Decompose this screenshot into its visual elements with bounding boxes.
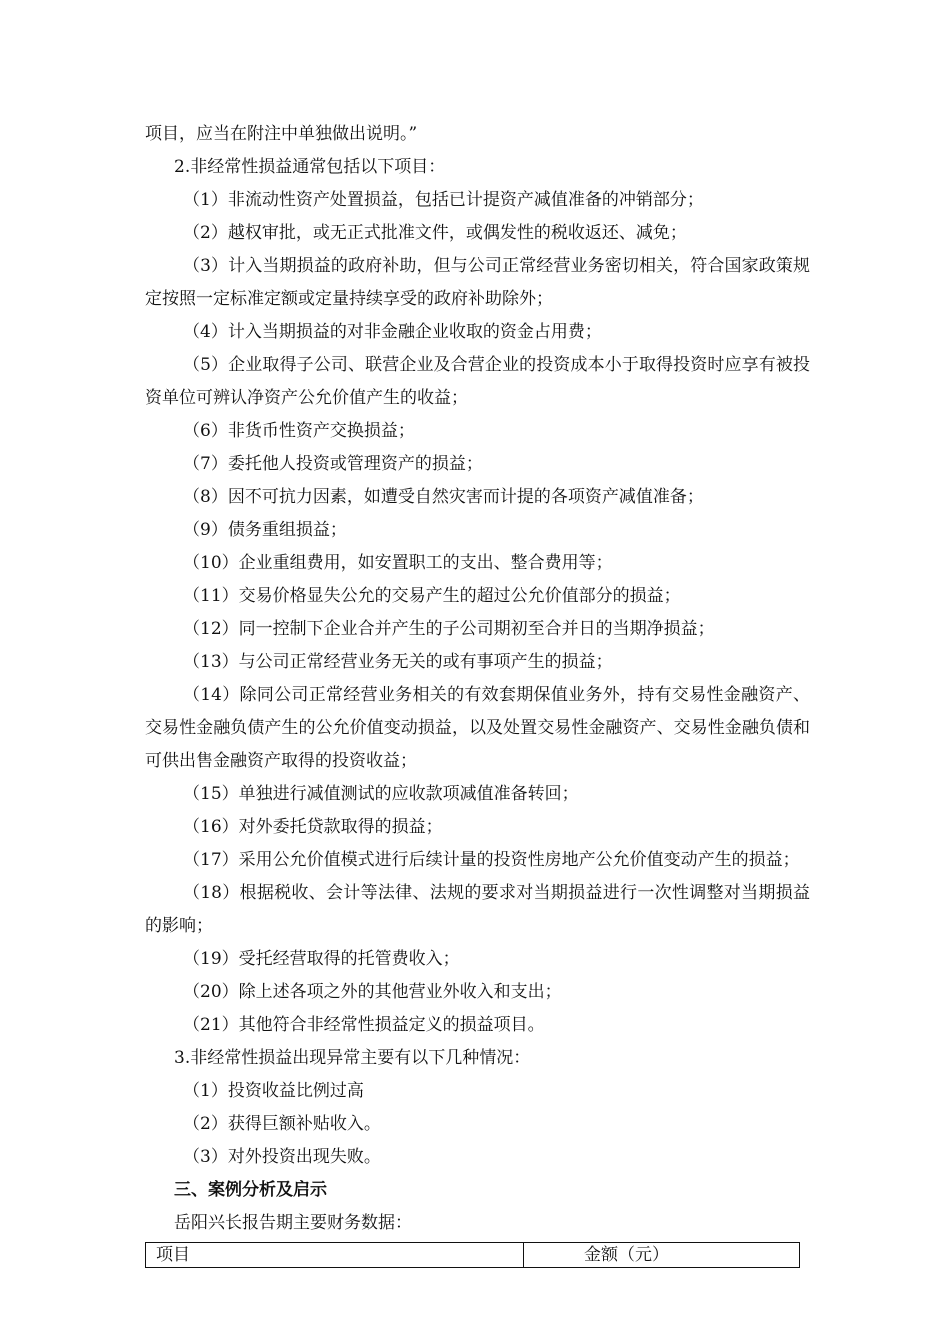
list-item-20: （20）除上述各项之外的其他营业外收入和支出； (183, 982, 562, 1002)
table-intro: 岳阳兴长报告期主要财务数据： (174, 1213, 412, 1233)
list-item-16: （16）对外委托贷款取得的损益； (183, 817, 443, 837)
list-item-10: （10）企业重组费用，如安置职工的支出、整合费用等； (183, 553, 613, 573)
list-item-19: （19）受托经营取得的托管费收入； (183, 949, 460, 969)
list-item-3: （3）计入当期损益的政府补助，但与公司正常经营业务密切相关，符合国家政策规定按照一定标准定额或定量持续享受的政府补助除外； (145, 256, 810, 309)
paragraph-continuation: 项目，应当在附注中单独做出说明。” (145, 124, 418, 144)
list-item-1: （1）非流动性资产处置损益，包括已计提资产减值准备的冲销部分； (183, 190, 704, 210)
list-item-17: （17）采用公允价值模式进行后续计量的投资性房地产公允价值变动产生的损益； (183, 850, 800, 870)
financial-data-table (145, 1242, 800, 1268)
section-3-title: 3.非经常性损益出现异常主要有以下几种情况： (174, 1048, 531, 1068)
abnormal-item-2: （2）获得巨额补贴收入。 (183, 1114, 381, 1134)
table-header-item: 项目 (146, 1243, 524, 1268)
list-item-4: （4）计入当期损益的对非金融企业收取的资金占用费； (183, 322, 602, 342)
list-item-2: （2）越权审批，或无正式批准文件，或偶发性的税收返还、减免； (183, 223, 687, 243)
list-item-5: （5）企业取得子公司、联营企业及合营企业的投资成本小于取得投资时应享有被投资单位可辨认净资产公允价值产生的收益； (145, 355, 810, 408)
list-item-21: （21）其他符合非经常性损益定义的损益项目。 (183, 1015, 545, 1035)
list-item-9: （9）债务重组损益； (183, 520, 347, 540)
abnormal-item-1: （1）投资收益比例过高 (183, 1081, 364, 1101)
list-item-14: （14）除同公司正常经营业务相关的有效套期保值业务外，持有交易性金融资产、交易性金融负债产生的公允价值变动损益，以及处置交易性金融资产、交易性金融负债和可供出售金融资产取得的投资收益； (145, 685, 810, 771)
list-item-18: （18）根据税收、会计等法律、法规的要求对当期损益进行一次性调整对当期损益的影响； (145, 883, 810, 936)
list-item-12: （12）同一控制下企业合并产生的子公司期初至合并日的当期净损益； (183, 619, 715, 639)
section-2-title: 2.非经常性损益通常包括以下项目： (174, 157, 446, 177)
list-item-15: （15）单独进行减值测试的应收款项减值准备转回； (183, 784, 579, 804)
document-body (145, 118, 810, 1268)
abnormal-item-3: （3）对外投资出现失败。 (183, 1147, 381, 1167)
table-header-row (146, 1243, 800, 1268)
list-item-6: （6）非货币性资产交换损益； (183, 421, 415, 441)
list-item-7: （7）委托他人投资或管理资产的损益； (183, 454, 483, 474)
section-heading-case-analysis: 三、案例分析及启示 (174, 1180, 327, 1200)
list-item-11: （11）交易价格显失公允的交易产生的超过公允价值部分的损益； (183, 586, 681, 606)
list-item-13: （13）与公司正常经营业务无关的或有事项产生的损益； (183, 652, 613, 672)
list-item-8: （8）因不可抗力因素，如遭受自然灾害而计提的各项资产减值准备； (183, 487, 704, 507)
table-header-amount: 金额（元） (524, 1243, 800, 1268)
